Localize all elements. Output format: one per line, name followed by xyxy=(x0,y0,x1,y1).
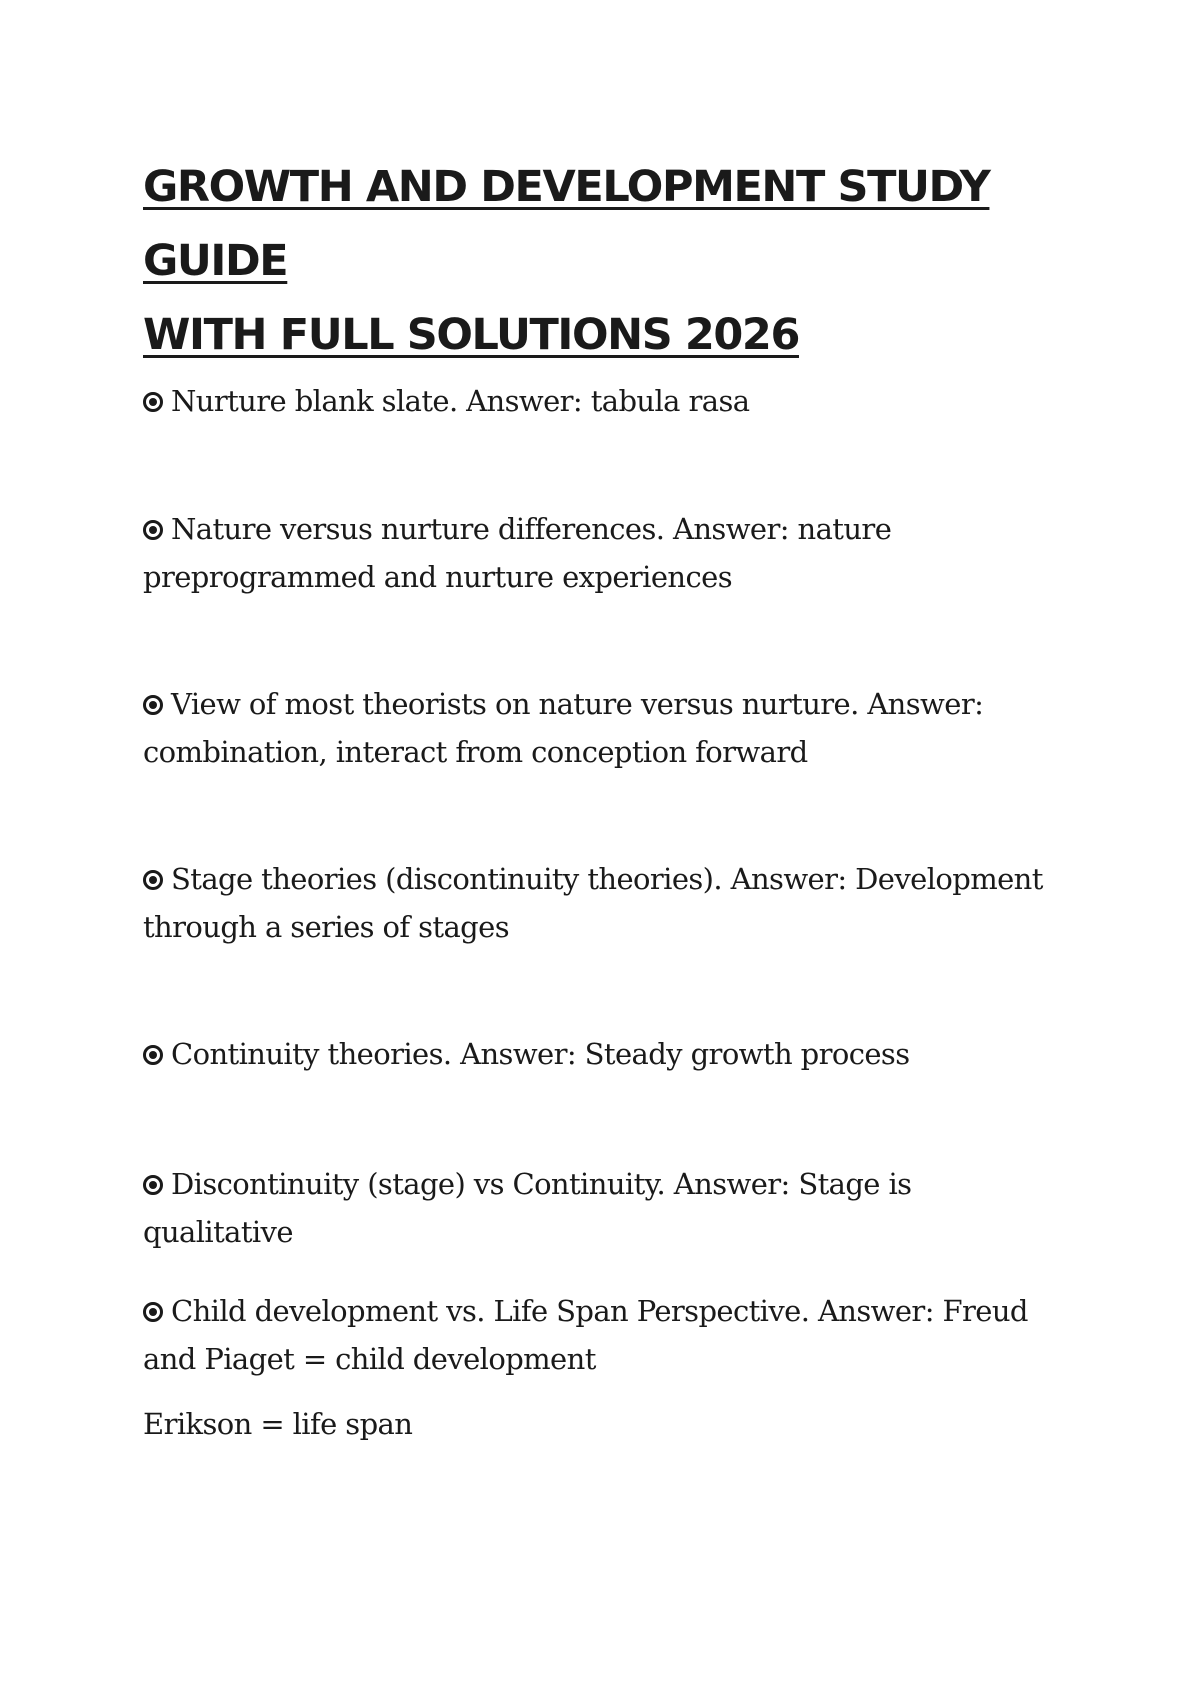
title-line-2: WITH FULL SOLUTIONS 2026 xyxy=(143,310,799,360)
study-entry xyxy=(143,1160,1063,1256)
study-entry xyxy=(143,1287,1063,1383)
entry-text: Discontinuity (stage) vs Continuity. Answer: Stage is qualitative xyxy=(143,1167,912,1249)
radio-bullet-icon xyxy=(143,392,163,412)
entry-text: Nurture blank slate. Answer: tabula rasa xyxy=(171,384,750,418)
entry-text: Continuity theories. Answer: Steady growth process xyxy=(171,1037,910,1071)
study-entry xyxy=(143,855,1063,951)
radio-bullet-icon xyxy=(143,1302,163,1322)
entry-text: View of most theorists on nature versus nurture. Answer: combination, interact from conception forward xyxy=(143,687,984,769)
radio-bullet-icon xyxy=(143,520,163,540)
entry-text: Child development vs. Life Span Perspective. Answer: Freud and Piaget = child development xyxy=(143,1294,1028,1376)
study-entry xyxy=(143,377,1063,425)
entry-text: Nature versus nurture differences. Answer: nature preprogrammed and nurture experiences xyxy=(143,512,892,594)
radio-bullet-icon xyxy=(143,695,163,715)
radio-bullet-icon xyxy=(143,1045,163,1065)
entry-text: Stage theories (discontinuity theories). Answer: Development through a series of stages xyxy=(143,862,1043,944)
study-entry xyxy=(143,505,1063,601)
study-entry xyxy=(143,1030,1063,1078)
radio-bullet-icon xyxy=(143,1175,163,1195)
entry-continuation: Erikson = life span xyxy=(143,1407,413,1441)
document-title xyxy=(143,150,1083,372)
radio-bullet-icon xyxy=(143,870,163,890)
title-line-1: GROWTH AND DEVELOPMENT STUDY GUIDE xyxy=(143,162,990,286)
study-entry xyxy=(143,680,1063,776)
